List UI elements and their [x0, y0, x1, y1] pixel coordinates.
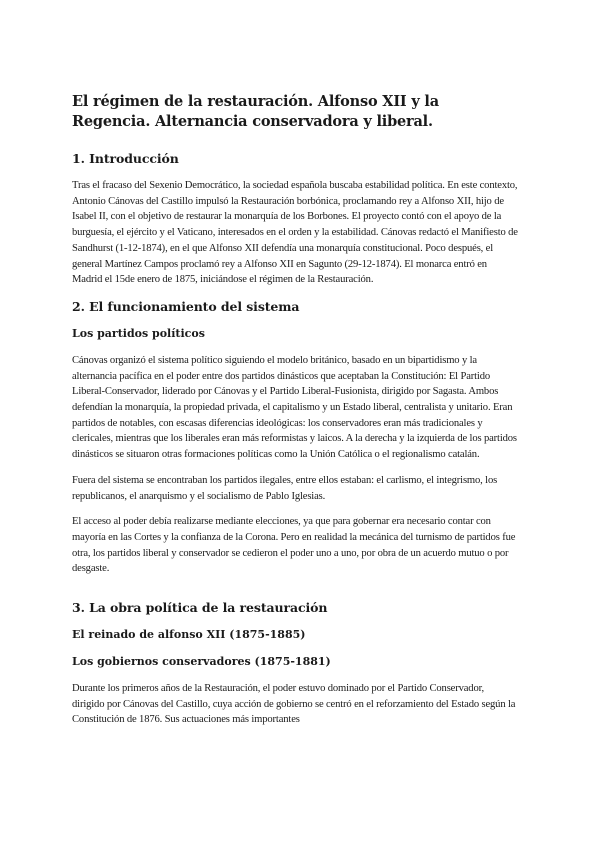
paragraph-partidos-2: Fuera del sistema se encontraban los partidos ilegales, entre ellos estaban: el carlismo, el integrismo, los republicanos, el anarquismo y el socialismo de Pablo Iglesias.	[72, 474, 498, 502]
section-heading-introduccion: 1. Introducción	[72, 151, 179, 166]
subheading-gobiernos-conservadores: Los gobiernos conservadores (1875-1881)	[72, 655, 331, 669]
document-title: El régimen de la restauración. Alfonso XII y la Regencia. Alternancia conservadora y liberal.	[72, 93, 439, 130]
subheading-reinado-alfonso: El reinado de alfonso XII (1875-1885)	[72, 628, 306, 642]
subheading-partidos-politicos: Los partidos políticos	[72, 326, 205, 340]
section-heading-funcionamiento: 2. El funcionamiento del sistema	[72, 298, 300, 314]
paragraph-gobiernos-conservadores: Durante los primeros años de la Restauración, el poder estuvo dominado por el Partido Conservador, dirigido por Cánovas del Castillo, cuya acción de gobierno se centró en el reforzamiento del Estado según la Constitución de 1876. Sus actuaciones más importantes	[72, 683, 516, 726]
document-page	[72, 92, 518, 738]
paragraph-partidos-1: Cánovas organizó el sistema político siguiendo el modelo británico, basado en un bipartidismo y la alternancia pacífica en el poder entre dos partidos dinásticos que aceptaban la Constitución: El Partido Liberal-Conservador, liderado por Cánovas y el Partido Liberal-Fusionista, dirigido por Sagasta. Ambos defendían la monarquía, la propiedad privada, el capitalismo y un Estado liberal, centralista y unitario. Eran partidos de notables, con escasas diferencias ideológicas: los conservadores eran más tradicionales y clericales, mientras que los liberales eran más reformistas y laicos. A la derecha y la izquierda de los partidos dinásticos se situaron otras formaciones políticas como la Unión Católica o el regionalismo catalán.	[72, 354, 517, 461]
paragraph-introduccion: Tras el fracaso del Sexenio Democrático, la sociedad española buscaba estabilidad política. En este contexto, Antonio Cánovas del Castillo impulsó la Restauración borbónica, proclamando rey a Alfonso XII, hijo de Isabel II, con el objetivo de restaurar la monarquía de los Borbones. El proyecto contó con el apoyo de la burguesía, el ejército y el Vaticano, interesados en el orden y la estabilidad. Cánovas redactó el Manifiesto de Sandhurst (1-12-1874), en el que Alfonso XII defendía una monarquía constitucional. Poco después, el general Martínez Campos proclamó rey a Alfonso XII en Sagunto (29-12-1874). El monarca entró en Madrid el 15de enero de 1875, iniciándose el régimen de la Restauración.	[72, 180, 518, 286]
section-heading-obra-politica: 3. La obra política de la restauración	[72, 600, 328, 616]
paragraph-partidos-3: El acceso al poder debía realizarse mediante elecciones, ya que para gobernar era necesario contar con mayoría en las Cortes y la confianza de la Corona. Pero en realidad la mecánica del turnismo de partidos fue otra, los partidos liberal y conservador se cedieron el poder uno a uno, por obra de un acuerdo mutuo o por desgaste.	[72, 516, 516, 575]
